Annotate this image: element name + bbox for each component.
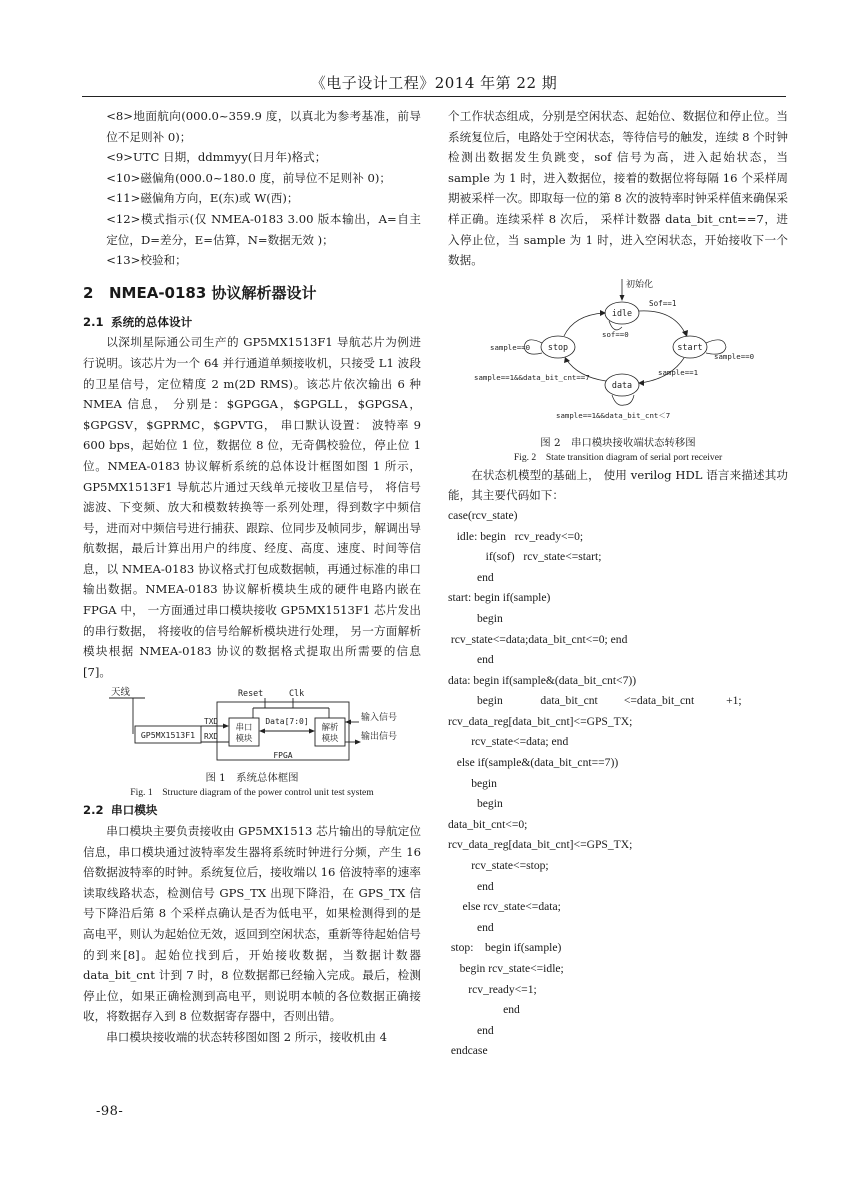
data-to-stop-head xyxy=(564,357,570,363)
figure-2 xyxy=(448,273,788,465)
subsection-number: 2.1 xyxy=(83,314,104,329)
figure-2-diagram xyxy=(448,273,788,433)
subsection-number: 2.2 xyxy=(83,803,104,818)
parse-module-label: 模块 xyxy=(321,733,339,744)
code-line: begin xyxy=(448,797,503,811)
txd-label: TXD xyxy=(204,717,219,727)
subsection-title: 系统的总体设计 xyxy=(111,314,193,329)
txd-arrow xyxy=(223,724,229,729)
data-bus-label: Data[7:0] xyxy=(265,717,309,727)
code-line: end xyxy=(448,570,494,584)
state-idle-label: idle xyxy=(611,307,633,318)
subsection-title: 串口模块 xyxy=(111,803,158,818)
init-arrow-head xyxy=(620,295,625,301)
code-line: rcv_data_reg[data_bit_cnt]<=GPS_TX; xyxy=(448,838,633,852)
paragraph: 以深圳星际通公司生产的 GP5MX1513F1 导航芯片为例进行说明。该芯片为一个 64 并行通道单频接收机，只接受 L1 波段的卫星信号，定位精度 2 m(2D RMS)。该芯片依次输出 6 种 NMEA 信息， 分别是：$GPGGA，$GPGLL，$GPGSA，$GPGSV，$GPRMC，$GPVTG， 串口默认设置： 波特率 9 600 bps，起始位 1 位，数据位 8 位，无奇偶校验位，停止位 1 位。NMEA-0183 协议解析系统的总体设计框图如图 1 所示，GP5MX1513F1 导航芯片通过天线单元接收卫星信号， 将信号滤波、下变频、放大和模数转换等一系列处理，得到数字中频信号，进而对中频信号进行捕获、跟踪、位同步及帧同步，解调出导航数据，最后计算出用户的纬度、经度、高度、速度、时间等信息，以 NMEA-0183 协议格式打包成数据帧，再通过标准的串口输出数据。NMEA-0183 协议解析模块生成的硬件电路内嵌在 FPGA 中， 一方面通过串口模块接收 GP5MX1513F1 芯片发出的串行数据， 将接收的信号给解析模块进行处理， 另一方面解析模块根据 NMEA-0183 协议的数据格式提取出所需要的信息[7]。 xyxy=(83,335,421,679)
sof1-label: Sof==1 xyxy=(649,298,677,308)
code-line: case(rcv_state) xyxy=(448,508,518,522)
data-bus-arrow-left xyxy=(259,729,265,734)
page-number: -98- xyxy=(96,1104,124,1119)
state-stop-label: stop xyxy=(547,341,569,352)
list-item: <10>磁偏角(000.0~180.0 度，前导位不足则补 0)； xyxy=(106,170,391,185)
stop-to-idle-arrow xyxy=(564,313,604,336)
code-line: begin rcv_state<=idle; xyxy=(448,962,564,975)
left-column xyxy=(83,106,421,1048)
idle-to-start-arrow xyxy=(639,311,686,335)
code-line: rcv_ready<=1; xyxy=(448,982,537,996)
paragraph: 在状态机模型的基础上， 使用 verilog HDL 语言来描述其功能，其主要代码如下： xyxy=(448,467,788,503)
paragraph: 串口模块接收端的状态转移图如图 2 所示，接收机由 4 xyxy=(106,1029,388,1044)
figure-1 xyxy=(83,684,421,800)
serial-module-label: 串口 xyxy=(235,722,253,733)
list-item: <13>校验和； xyxy=(106,253,187,268)
antenna-label: 天线 xyxy=(111,687,131,699)
code-line: end xyxy=(448,920,494,934)
parse-module-label: 解析 xyxy=(321,722,339,733)
code-line: else if(sample&(data_bit_cnt==7)) xyxy=(448,756,619,770)
code-line: end xyxy=(448,1023,494,1037)
sof0-label: sof==0 xyxy=(602,329,629,339)
code-listing xyxy=(448,506,788,1062)
serial-module-label: 模块 xyxy=(235,733,253,744)
code-line: begin xyxy=(448,611,503,625)
section-heading xyxy=(83,283,421,303)
section-number: 2 xyxy=(83,283,94,302)
code-line: idle: begin rcv_ready<=0; xyxy=(448,529,584,543)
code-line: start: begin if(sample) xyxy=(448,591,551,605)
list-item: <12>模式指示(仅 NMEA-0183 3.00 版本输出，A=自主定位，D=差分，E=估算，N=数据无效 )； xyxy=(106,211,421,247)
init-label: 初始化 xyxy=(626,279,654,290)
code-line: end xyxy=(448,653,494,667)
code-line: stop: begin if(sample) xyxy=(448,941,562,955)
figure-1-diagram xyxy=(83,684,421,768)
code-line: data_bit_cnt<=0; xyxy=(448,817,528,831)
figure-1-caption-cn: 图 1 系统总体框图 xyxy=(205,772,299,785)
start-s1-label: sample==1 xyxy=(658,367,699,377)
figure-1-caption-en: Fig. 1 Structure diagram of the power control unit test system xyxy=(130,787,374,799)
code-line: begin xyxy=(448,776,497,790)
list-item: <8>地面航向(000.0~359.9 度，以真北为参考基准，前导位不足则补 0)； xyxy=(106,109,421,144)
code-line: endcase xyxy=(448,1044,488,1058)
paragraph: 串口模块主要负责接收由 GP5MX1513 芯片输出的导航定位信息，串口模块通过波特率发生器将系统时钟进行分频，产生 16 倍数据波特率的时钟。系统复位后，接收端以 16 倍波特率的速率读取线路状态，检测信号 GPS_TX 出现下降沿，在 GPS_TX 信号下降沿后第 8 个采样点确认是否为低电平，如果检测得到的是高电平，则认为起始位无效，返回到空闲状态，重新等待起始信号的到来[8]。起始位找到后，开始接收数据，当数据计数器 data_bit_cnt 计到 7 时，8 位数据都已经输入完成。最后，检测停止位，如果正确检测到高电平，则说明本帧的各位数据正确接收，将数据存入到 8 位数据寄存器中，否则出错。 xyxy=(83,824,421,1024)
code-line: if(sof) rcv_state<=start; xyxy=(448,550,602,564)
subsection-heading xyxy=(83,800,421,821)
section-title: NMEA-0183 协议解析器设计 xyxy=(109,283,317,302)
figure-2-caption-cn: 图 2 串口模块接收端状态转移图 xyxy=(540,436,696,449)
code-line: else rcv_state<=data; xyxy=(448,900,561,914)
state-data-label: data xyxy=(611,379,633,390)
chip-label: GP5MX1513F1 xyxy=(140,730,196,741)
fpga-label: FPGA xyxy=(273,751,293,761)
in-signal-label: 输入信号 xyxy=(361,713,398,724)
start-s0-label: sample==0 xyxy=(714,351,755,361)
code-line: end xyxy=(448,879,494,893)
data-s1-eq7-label: sample==1&&data_bit_cnt==7 xyxy=(474,372,590,382)
header-rule xyxy=(82,96,786,97)
code-line: rcv_state<=data;data_bit_cnt<=0; end xyxy=(448,632,628,646)
clk-label: Clk xyxy=(289,688,305,699)
stop-s0-label: sample==0 xyxy=(490,342,531,352)
figure-2-caption-en: Fig. 2 State transition diagram of serial port receiver xyxy=(513,451,723,463)
list-item: <9>UTC 日期，ddmmyy(日月年)格式； xyxy=(106,150,327,165)
journal-header: 《电子设计工程》2014 年第 22 期 xyxy=(310,74,558,92)
state-start-label: start xyxy=(677,341,703,352)
code-line: rcv_state<=stop; xyxy=(448,859,549,873)
data-bus-arrow-right xyxy=(309,729,315,734)
list-item: <11>磁偏角方向，E(东)或 W(西)； xyxy=(106,191,299,206)
data-self-loop xyxy=(612,395,634,405)
subsection-heading xyxy=(83,312,421,333)
paragraph: 个工作状态组成，分别是空闲状态、起始位、数据位和停止位。当系统复位后，电路处于空闲状态，等待信号的触发，连续 8 个时钟检测出数据发生负跳变，sof 信号为高，进入起始状态，当 sample 为 1 时，进入数据位，接着的数据位将每隔 16 个采样周期被采样一次。即取每一位的第 8 次的波特率时钟采样值来确保采样正确。连续采样 8 次后， 采样计数器 data_bit_cnt==7，进入停止位，当 sample 为 1 时，进入空闲状态，开始接收下一个数据。 xyxy=(448,109,788,268)
rxd-label: RXD xyxy=(204,732,219,742)
right-column xyxy=(448,106,788,1062)
data-s1-lt7-label: sample==1&&data_bit_cnt＜7 xyxy=(556,410,671,420)
code-line: begin data_bit_cnt <=data_bit_cnt +1; xyxy=(448,694,742,708)
code-line: end xyxy=(448,1003,520,1017)
code-line: rcv_state<=data; end xyxy=(448,735,569,749)
code-line: rcv_data_reg[data_bit_cnt]<=GPS_TX; xyxy=(448,714,633,728)
out-signal-label: 输出信号 xyxy=(361,732,398,743)
reset-label: Reset xyxy=(238,688,264,699)
in-signal-arrow xyxy=(345,720,351,725)
code-line: data: begin if(sample&(data_bit_cnt<7)) xyxy=(448,673,637,687)
